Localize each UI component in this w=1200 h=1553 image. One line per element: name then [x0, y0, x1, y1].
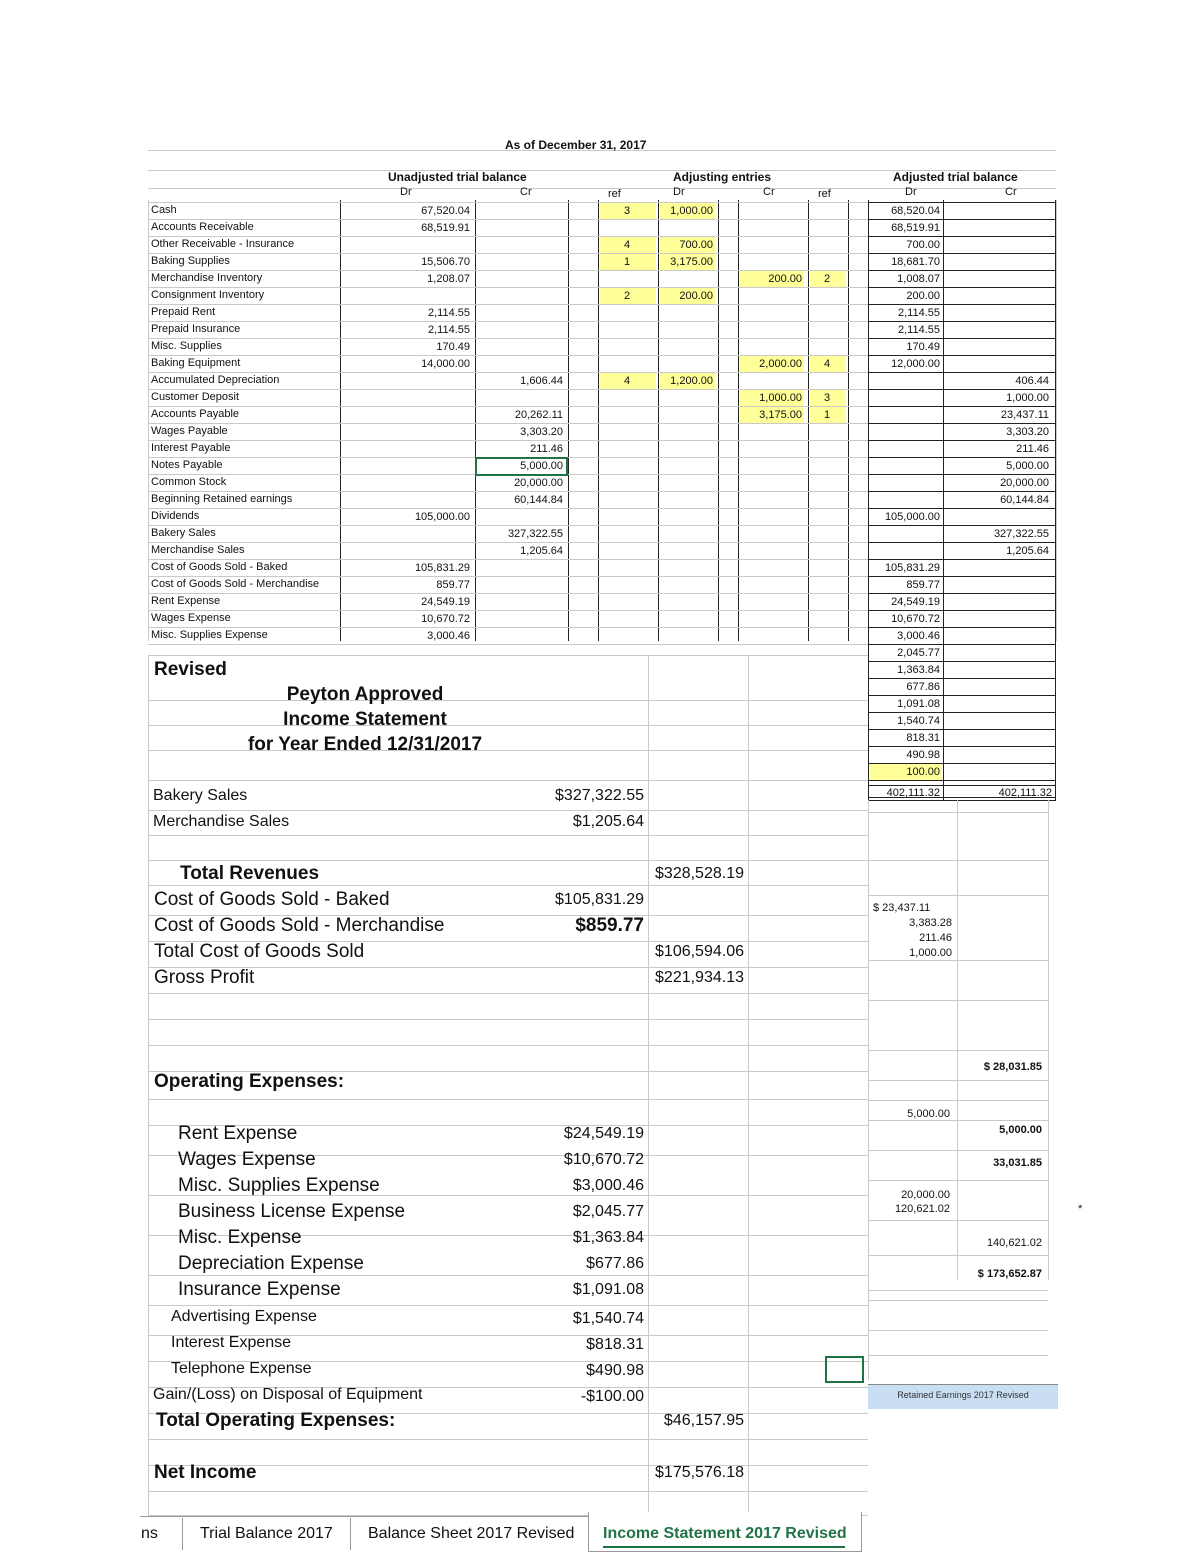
cogs-merch-label: Cost of Goods Sold - Merchandise — [154, 915, 445, 936]
tb-date-title: As of December 31, 2017 — [505, 138, 647, 152]
bs-retained: 120,621.02 — [894, 1203, 950, 1215]
bs-row-line — [868, 1330, 1048, 1331]
ref2-header: ref — [818, 188, 831, 200]
unadjusted-header: Unadjusted trial balance — [388, 170, 527, 184]
tab-balance-sheet[interactable]: Balance Sheet 2017 Revised — [368, 1525, 575, 1542]
tb-col-line — [718, 200, 719, 641]
revised-label: Revised — [154, 659, 227, 680]
merch-sales-label: Merchandise Sales — [153, 813, 290, 830]
tb-cell-u-dr: 15,506.70 — [421, 256, 470, 268]
u-dr-header: Dr — [400, 186, 412, 198]
expense-label: Gain/(Loss) on Disposal of Equipment — [153, 1386, 423, 1403]
tb-cell-adj-cr: 1,205.64 — [1006, 545, 1049, 557]
tb-cell-u-dr: 2,114.55 — [427, 324, 470, 336]
tb-cell-ref1: 3 — [600, 203, 656, 219]
is-row-line — [148, 655, 868, 656]
tb-account-name: Common Stock — [151, 476, 227, 488]
tb-cell-a-cr: 3,175.00 — [740, 407, 804, 423]
tb-cell-adj-dr: 105,000.00 — [884, 511, 940, 523]
gross-profit-label: Gross Profit — [154, 967, 255, 988]
tb-account-name: Bakery Sales — [151, 527, 216, 539]
tb-cell-u-dr: 14,000.00 — [421, 358, 470, 370]
tb-cell-a-dr: 700.00 — [660, 237, 715, 253]
tb-cell-u-dr: 2,114.55 — [427, 307, 470, 319]
tab-sep-1 — [182, 1518, 183, 1550]
tb-account-name: Prepaid Insurance — [151, 323, 241, 335]
expense-value: $818.31 — [586, 1336, 644, 1353]
is-col-line — [148, 655, 149, 1515]
total-opex-value: $46,157.95 — [663, 1412, 744, 1429]
adj-row-line — [868, 780, 1056, 781]
tb-account-name: Misc. Supplies Expense — [151, 629, 268, 641]
tb-account-name: Dividends — [151, 510, 200, 522]
tb-account-name: Wages Payable — [151, 425, 228, 437]
tb-row-line — [148, 644, 868, 645]
expense-value: -$100.00 — [580, 1388, 644, 1405]
is-row-line — [148, 1019, 868, 1020]
opex-header: Operating Expenses: — [154, 1071, 345, 1092]
tb-account-name: Notes Payable — [151, 459, 223, 471]
is-row-line — [148, 993, 868, 994]
merch-sales-value: $1,205.64 — [572, 813, 644, 830]
tb-account-name: Misc. Supplies — [151, 340, 222, 352]
tb-cell-adj-cr: 211.46 — [1016, 443, 1049, 455]
tb-cell-u-dr: 105,831.29 — [414, 562, 470, 574]
tb-cell-adj-dr: 170.49 — [906, 341, 940, 353]
is-row-line — [148, 1275, 868, 1276]
bs-col-line — [1048, 800, 1049, 1280]
adjusted-extra-value: 818.31 — [906, 732, 940, 744]
bs-col-line — [868, 800, 869, 1380]
tb-cell-adj-cr: 20,000.00 — [1000, 477, 1049, 489]
tb-account-name: Accounts Payable — [151, 408, 240, 420]
adj-col-line — [1055, 200, 1056, 800]
tb-cell-adj-dr: 3,000.46 — [897, 630, 940, 642]
tb-account-name: Merchandise Inventory — [151, 272, 263, 284]
cogs-baked-label: Cost of Goods Sold - Baked — [154, 889, 390, 910]
bs-row-line — [868, 1220, 1048, 1221]
tb-header-line — [148, 188, 1056, 189]
bs-row-line — [868, 1255, 1048, 1256]
retained-earnings-tab[interactable]: Retained Earnings 2017 Revised — [868, 1384, 1058, 1409]
gross-profit-value: $221,934.13 — [655, 969, 744, 986]
bs-liab2: 3,383.28 — [909, 917, 952, 929]
tb-cell-u-cr: 211.46 — [530, 443, 563, 455]
adjusting-header: Adjusting entries — [673, 170, 772, 184]
expense-value: $24,549.19 — [563, 1125, 644, 1142]
tb-cell-ref1: 1 — [600, 254, 656, 270]
is-row-line — [148, 885, 868, 886]
tb-cell-u-dr: 859.77 — [436, 579, 470, 591]
bs-col-line — [957, 800, 958, 1280]
tb-cell-u-cr: 20,262.11 — [514, 409, 563, 421]
bakery-sales-label: Bakery Sales — [153, 787, 248, 804]
bs-row-line — [868, 812, 1048, 813]
is-col-line — [748, 655, 749, 1515]
tb-cell-u-dr: 105,000.00 — [414, 511, 470, 523]
is-row-line — [148, 810, 868, 811]
a-dr-header: Dr — [673, 186, 685, 198]
tb-cell-u-cr: 1,205.64 — [520, 545, 563, 557]
tb-cell-u-cr: 5,000.00 — [520, 460, 563, 472]
tb-account-name: Wages Expense — [151, 612, 231, 624]
tb-cell-adj-dr: 859.77 — [906, 579, 940, 591]
is-row-line — [148, 1045, 868, 1046]
adj-dr-header: Dr — [905, 186, 917, 198]
adjusted-total-cr: 402,111.32 — [943, 785, 1056, 801]
bs-grand-total: $ 173,652.87 — [977, 1268, 1042, 1280]
adjusted-extra-value: 1,540.74 — [897, 715, 940, 727]
tb-account-name: Accounts Receivable — [151, 221, 254, 233]
expense-label: Insurance Expense — [178, 1279, 341, 1300]
tb-account-name: Prepaid Rent — [151, 306, 216, 318]
tb-col-line — [148, 200, 149, 641]
expense-value: $1,540.74 — [572, 1310, 644, 1327]
tb-cell-ref2: 2 — [810, 271, 846, 287]
tb-col-line — [848, 200, 849, 641]
expense-label: Misc. Supplies Expense — [178, 1175, 380, 1196]
tab-partial[interactable]: ns — [141, 1525, 158, 1542]
total-opex-label: Total Operating Expenses: — [156, 1410, 396, 1431]
bs-row-line — [868, 1355, 1048, 1356]
is-row-line — [148, 1439, 868, 1440]
bs-notes: 5,000.00 — [907, 1108, 950, 1120]
expense-value: $1,091.08 — [572, 1281, 644, 1298]
a-cr-header: Cr — [763, 186, 775, 198]
total-revenues-label: Total Revenues — [180, 863, 320, 884]
bs-liab4: 1,000.00 — [909, 947, 952, 959]
tab-income-statement[interactable]: Income Statement 2017 Revised — [603, 1525, 847, 1542]
is-row-line — [148, 967, 868, 968]
tb-cell-u-cr: 60,144.84 — [514, 494, 563, 506]
tb-cell-ref2: 1 — [810, 407, 846, 423]
tb-cell-adj-dr: 10,670.72 — [891, 613, 940, 625]
tb-cell-a-dr: 1,000.00 — [660, 203, 715, 219]
is-col-line — [648, 655, 649, 1515]
u-cr-header: Cr — [520, 186, 532, 198]
bs-row-line — [868, 1290, 1048, 1291]
tb-cell-adj-dr: 200.00 — [906, 290, 940, 302]
tb-cell-adj-cr: 327,322.55 — [993, 528, 1049, 540]
bs-stock: 20,000.00 — [901, 1189, 950, 1201]
tb-cell-ref1: 4 — [600, 237, 656, 253]
tb-cell-adj-cr: 1,000.00 — [1006, 392, 1049, 404]
adjusted-total-dr: 402,111.32 — [868, 785, 944, 801]
expense-label: Wages Expense — [178, 1149, 316, 1170]
tb-cell-ref1: 2 — [600, 288, 656, 304]
tb-cell-adj-dr: 68,519.91 — [891, 222, 940, 234]
is-row-line — [148, 1099, 868, 1100]
cogs-merch-value: $859.77 — [575, 915, 644, 936]
is-row-line — [148, 1491, 868, 1492]
tb-account-name: Customer Deposit — [151, 391, 240, 403]
tb-col-line — [598, 200, 599, 641]
tb-cell-adj-dr: 18,681.70 — [891, 256, 940, 268]
adjusted-extra-value: 490.98 — [906, 749, 940, 761]
tb-cell-u-dr: 68,519.91 — [421, 222, 470, 234]
expense-label: Advertising Expense — [171, 1308, 317, 1325]
bs-notes-b: 5,000.00 — [999, 1124, 1042, 1136]
adjusted-extra-value: 1,363.84 — [897, 664, 940, 676]
tb-account-name: Interest Payable — [151, 442, 231, 454]
tb-cell-a-cr: 200.00 — [740, 271, 804, 287]
bs-asterisk: * — [1078, 1203, 1083, 1215]
tb-cell-adj-cr: 406.44 — [1015, 375, 1049, 387]
tab-sep-2 — [350, 1518, 351, 1550]
tb-account-name: Baking Equipment — [151, 357, 241, 369]
bs-row-line — [868, 1300, 1048, 1301]
expense-value: $490.98 — [586, 1362, 644, 1379]
is-row-line — [148, 860, 868, 861]
tb-cell-ref2: 3 — [810, 390, 846, 406]
net-income-value: $175,576.18 — [655, 1464, 744, 1481]
adjusted-extra-value: 100.00 — [870, 764, 942, 780]
tb-col-line — [475, 200, 476, 641]
bakery-sales-value: $327,322.55 — [555, 787, 644, 804]
adjusted-extra-value: 677.86 — [906, 681, 940, 693]
bs-liab1: $ 23,437.11 — [873, 902, 931, 914]
adj-col-line — [943, 200, 944, 800]
adjusted-extra-value: 1,091.08 — [897, 698, 940, 710]
tb-cell-u-cr: 1,606.44 — [520, 375, 563, 387]
tb-col-line — [738, 200, 739, 641]
tb-cell-a-dr: 1,200.00 — [660, 373, 715, 389]
tab-trial-balance[interactable]: Trial Balance 2017 — [200, 1525, 333, 1542]
total-cogs-value: $106,594.06 — [655, 943, 744, 960]
tb-col-line — [568, 200, 569, 641]
tb-cell-u-dr: 10,670.72 — [421, 613, 470, 625]
tb-account-name: Beginning Retained earnings — [151, 493, 293, 505]
tb-cell-a-cr: 2,000.00 — [740, 356, 804, 372]
expense-value: $2,045.77 — [572, 1203, 644, 1220]
tb-account-name: Consignment Inventory — [151, 289, 265, 301]
tb-col-line — [658, 200, 659, 641]
bs-total-liab: $ 28,031.85 — [983, 1061, 1042, 1073]
tb-cell-u-cr: 327,322.55 — [507, 528, 563, 540]
tb-cell-adj-dr: 700.00 — [906, 239, 940, 251]
cogs-baked-value: $105,831.29 — [555, 891, 644, 908]
tb-col-line — [1056, 200, 1057, 641]
is-row-line — [148, 780, 868, 781]
expense-label: Rent Expense — [178, 1123, 298, 1144]
expense-label: Interest Expense — [171, 1334, 292, 1351]
expense-label: Depreciation Expense — [178, 1253, 364, 1274]
bs-row-line — [868, 1180, 1048, 1181]
tb-cell-adj-cr: 60,144.84 — [1000, 494, 1049, 506]
bs-liab3: 211.46 — [919, 932, 952, 944]
adj-col-line — [868, 200, 869, 800]
tb-cell-adj-dr: 12,000.00 — [891, 358, 940, 370]
bs-row-line — [868, 1100, 1048, 1101]
is-title-statement: Income Statement — [283, 709, 447, 730]
tb-cell-u-dr: 3,000.46 — [427, 630, 470, 642]
adj-cr-header: Cr — [1005, 186, 1017, 198]
expense-label: Business License Expense — [178, 1201, 406, 1222]
tb-account-name: Other Receivable - Insurance — [151, 238, 295, 250]
tb-cell-adj-cr: 5,000.00 — [1006, 460, 1049, 472]
bs-row-line — [868, 1000, 1048, 1001]
active-tab-underline — [603, 1546, 845, 1548]
selected-cell[interactable] — [825, 1356, 864, 1383]
tb-account-name: Baking Supplies — [151, 255, 230, 267]
tb-cell-u-dr: 170.49 — [436, 341, 470, 353]
tb-cell-adj-cr: 23,437.11 — [1000, 409, 1049, 421]
tb-cell-adj-dr: 1,008.07 — [897, 273, 940, 285]
ref1-header: ref — [608, 188, 621, 200]
tb-cell-adj-dr: 24,549.19 — [891, 596, 940, 608]
tb-cell-adj-dr: 2,114.55 — [897, 324, 940, 336]
tb-account-name: Cost of Goods Sold - Baked — [151, 561, 288, 573]
tb-cell-adj-dr: 68,520.04 — [891, 205, 940, 217]
expense-label: Misc. Expense — [178, 1227, 302, 1248]
tb-cell-adj-dr: 2,114.55 — [897, 307, 940, 319]
tb-selected-cell[interactable] — [475, 457, 568, 476]
tb-cell-a-dr: 3,175.00 — [660, 254, 715, 270]
tb-cell-ref1: 4 — [600, 373, 656, 389]
tb-cell-u-cr: 20,000.00 — [514, 477, 563, 489]
tb-account-name: Cost of Goods Sold - Merchandise — [151, 578, 320, 590]
tb-col-line — [808, 200, 809, 641]
bs-row-line — [868, 1050, 1048, 1051]
tb-cell-u-dr: 1,208.07 — [427, 273, 470, 285]
bs-row-line — [868, 1150, 1048, 1151]
tb-cell-adj-cr: 3,303.20 — [1006, 426, 1049, 438]
total-revenues-value: $328,528.19 — [655, 865, 744, 882]
expense-value: $10,670.72 — [563, 1151, 644, 1168]
is-title-company: Peyton Approved — [286, 684, 444, 705]
tb-cell-adj-dr: 105,831.29 — [884, 562, 940, 574]
total-cogs-label: Total Cost of Goods Sold — [154, 941, 365, 962]
bs-row-line — [868, 860, 1048, 861]
adjusted-extra-value: 2,045.77 — [897, 647, 940, 659]
is-row-line — [148, 1305, 868, 1306]
is-row-line — [148, 835, 868, 836]
tb-col-line — [340, 200, 341, 641]
adjusted-header: Adjusted trial balance — [893, 170, 1018, 184]
expense-value: $677.86 — [586, 1255, 644, 1272]
tb-account-name: Cash — [151, 204, 177, 216]
tb-account-name: Accumulated Depreciation — [151, 374, 280, 386]
tb-cell-u-dr: 67,520.04 — [421, 205, 470, 217]
expense-value: $3,000.46 — [572, 1177, 644, 1194]
bs-row-line — [868, 1080, 1048, 1081]
tb-cell-u-dr: 24,549.19 — [421, 596, 470, 608]
expense-value: $1,363.84 — [572, 1229, 644, 1246]
is-title-period: for Year Ended 12/31/2017 — [247, 734, 483, 755]
tb-account-name: Merchandise Sales — [151, 544, 245, 556]
bs-total-b: 33,031.85 — [993, 1157, 1042, 1169]
tb-cell-a-cr: 1,000.00 — [740, 390, 804, 406]
expense-label: Telephone Expense — [171, 1360, 312, 1377]
bs-equity-total: 140,621.02 — [986, 1237, 1042, 1249]
bs-row-line — [868, 895, 1048, 896]
net-income-label: Net Income — [154, 1462, 257, 1483]
tb-cell-a-dr: 200.00 — [660, 288, 715, 304]
tb-account-name: Rent Expense — [151, 595, 221, 607]
tb-cell-u-cr: 3,303.20 — [520, 426, 563, 438]
tb-cell-ref2: 4 — [810, 356, 846, 372]
